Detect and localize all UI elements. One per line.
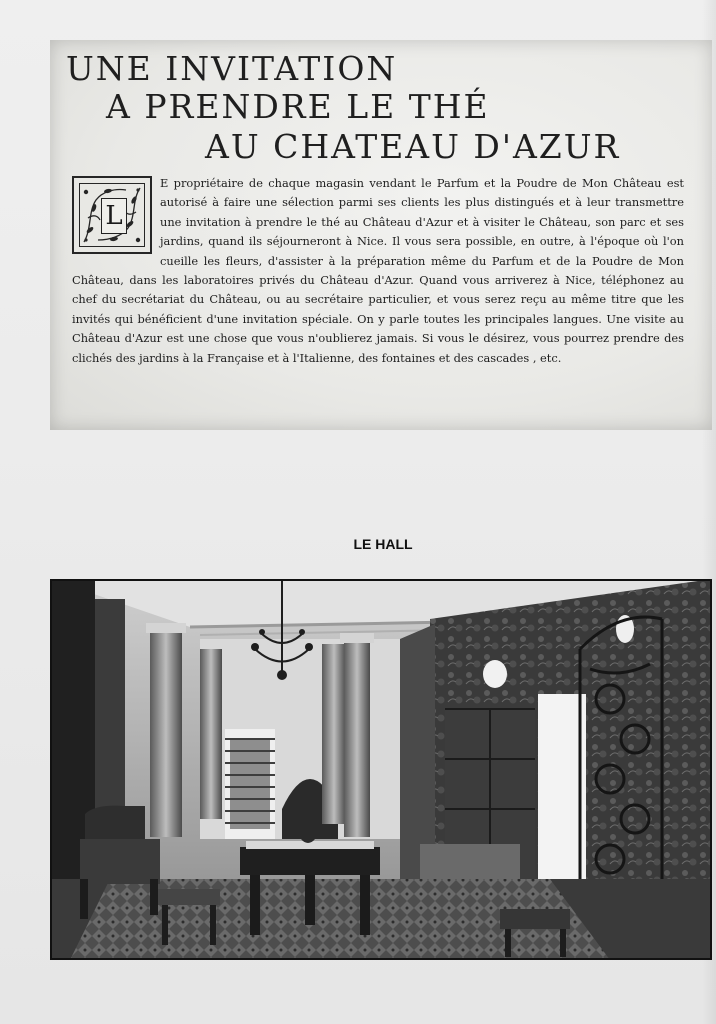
article-body-text: E propriétaire de chaque magasin vendant le Parfum et la Poudre de Mon Château est autorisé à faire une sélection parmi ses clients les plus distingués et à leur transmettre une invitation à prendre le thé au Château d'Azur et à visiter le Château, son parc et ses jardins, quand ils séjourneront à Nice. Il vous sera possible, en outre, à l'époque où l'on cueille les fleurs, d'assister à la préparation même du Parfum et de la Poudre de Mon Château, dans les laboratoires privés du Château d'Azur. Quand vous arriverez à Nice, téléphonez au chef du secrétariat du Château, ou au secrétaire particulier, et vous serez reçu au même titre que les invités qui bénéficient d'une invitation spéciale. On y parle toutes les principales langues. Une visite au Château d'Azur est une chose que vous n'oublierez jamais. Si vous le désirez, vous pourrez prendre des clichés des jardins à la Française et à l'Italienne, des fontaines et des cascades , etc. [72, 176, 684, 365]
hall-interior-illustration [50, 579, 712, 960]
article-body [72, 174, 684, 368]
newspaper-clipping [50, 40, 712, 430]
drop-cap-letter: L [101, 198, 127, 234]
hall-photograph [50, 579, 712, 960]
article-title-line-2: A PRENDRE LE THÉ [106, 87, 490, 126]
article-title-line-3: AU CHATEAU D'AZUR [205, 127, 621, 166]
article-title-line-1: UNE INVITATION [66, 49, 398, 88]
photo-caption: LE HALL [353, 536, 413, 552]
